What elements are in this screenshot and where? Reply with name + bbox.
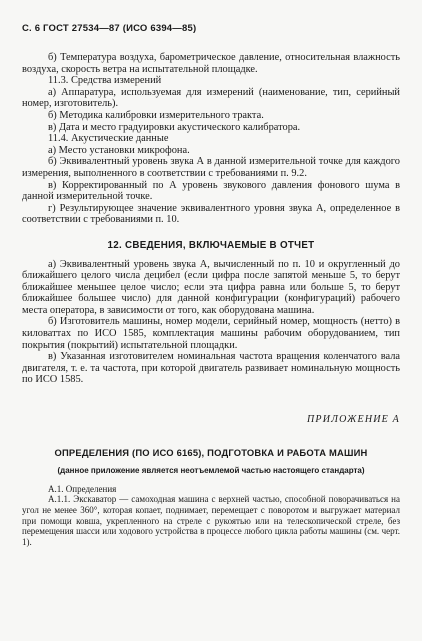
paragraph: а) Место установки микрофона.	[48, 144, 190, 156]
paragraph: б) Эквивалентный уровень звука А в данной измерительной точке для каждого измерения, выполненного в соответствии с требованиями п. 9.2.	[22, 156, 400, 179]
paragraph: а) Эквивалентный уровень звука А, вычисленный по п. 10 и округленный до ближайшего целого числа децибел (если цифра после запятой меньше 5, то берут ближайшее меньшее целое число; если эта цифра равна или больше 5, то берут ближайшее большее число) для данной конфигурации (конфигураций) рабочего места оператора, в зависимости от того, как оборудована машина.	[22, 258, 400, 316]
subsection-heading: 11.4. Акустические данные	[48, 133, 169, 145]
subsection-heading: А.1. Определения	[48, 483, 117, 494]
paragraph: б) Методика калибровки измерительного тракта.	[48, 109, 264, 121]
paragraph: в) Корректированный по А уровень звукового давления фонового шума в данной измерительной точке.	[22, 179, 400, 203]
paragraph: в) Дата и место градуировки акустического калибратора.	[48, 121, 301, 133]
paragraph: б) Изготовитель машины, номер модели, серийный номер, мощность (нетто) в киловаттах по ИСО 1585, комплектация машины рабочим оборудованием, тип покрытия (покрытий) испытательной площадки.	[22, 316, 400, 351]
page-body	[22, 52, 400, 547]
section-title: 12. СВЕДЕНИЯ, ВКЛЮЧАЕМЫЕ В ОТЧЕТ	[107, 239, 315, 251]
paragraph: а) Аппаратура, используемая для измерений (наименование, тип, серийный номер, изготовитель).	[22, 86, 400, 110]
paragraph: А.1.1. Экскаватор — самоходная машина с верхней частью, способной поворачиваться на угол не менее 360°, которая копает, поднимает, перемещает с поворотом и выгружает материал при помощи ковша, укрепленного на стреле с рукоятью или на телескопической стреле, без перемещения шасси или ходового устройства в процессе любого цикла работы машины (см. черт. 1).	[22, 494, 400, 547]
appendix-title: ОПРЕДЕЛЕНИЯ (ПО ИСО 6165), ПОДГОТОВКА И РАБОТА МАШИН	[54, 446, 368, 458]
page-header: С. 6 ГОСТ 27534—87 (ИСО 6394—85)	[22, 23, 197, 34]
paragraph: в) Указанная изготовителем номинальная частота вращения коленчатого вала двигателя, т. е. та частота, при которой двигатель развивает номинальную мощность по ИСО 1585.	[22, 351, 400, 386]
paragraph: г) Результирующее значение эквивалентного уровня звука А, определенное в соответствии с требованиями п. 10.	[22, 202, 400, 226]
appendix-note: (данное приложение является неотъемлемой частью настоящего стандарта)	[57, 466, 365, 476]
paragraph: б) Температура воздуха, барометрическое давление, относительная влажность воздуха, скорость ветра на испытательной площадке.	[22, 52, 400, 75]
subsection-heading: 11.3. Средства измерений	[48, 75, 162, 87]
appendix-label: ПРИЛОЖЕНИЕ А	[307, 414, 400, 426]
